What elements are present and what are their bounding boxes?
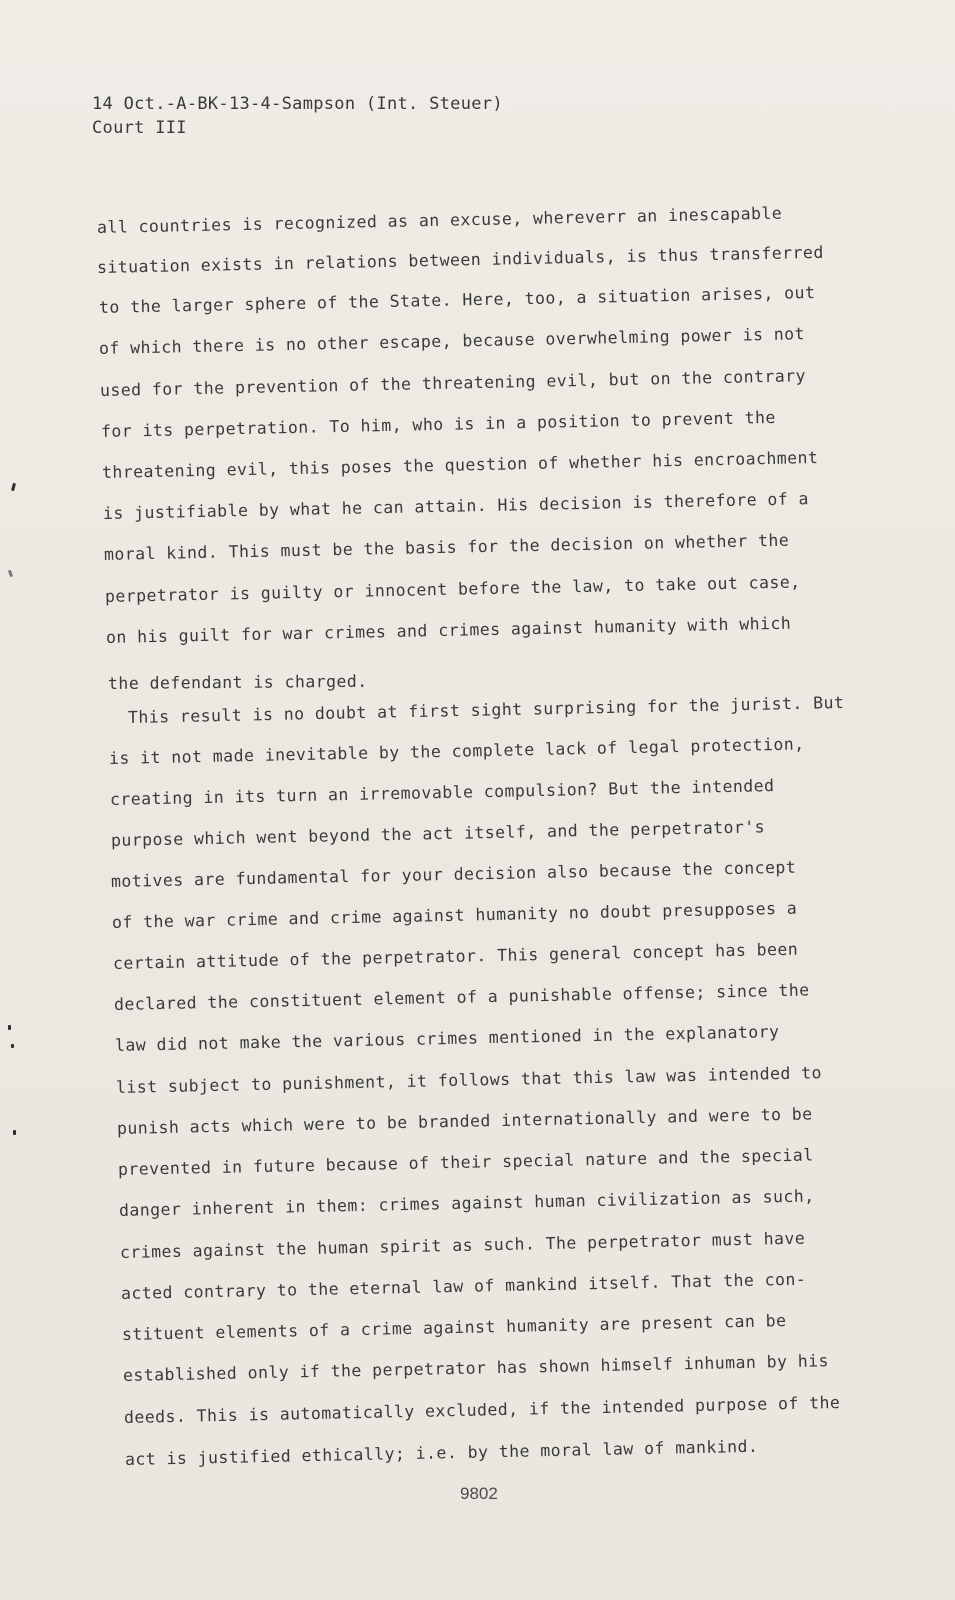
- margin-tick-mark: [11, 1044, 14, 1048]
- header-court-line: Court III: [92, 118, 187, 138]
- body-line: act is justified ethically; i.e. by the moral law of mankind.: [124, 1436, 759, 1469]
- body-line: stituent elements of a crime against humanity are present can be: [121, 1311, 787, 1344]
- body-line: of the war crime and crime against humanity no doubt presupposes a: [111, 898, 798, 932]
- body-line: perpetrator is guilty or innocent before the law, to take out case,: [104, 572, 801, 606]
- page-number: 9802: [460, 1484, 498, 1503]
- body-line: punish acts which were to be branded internationally and were to be: [116, 1104, 813, 1138]
- body-line: certain attitude of the perpetrator. This general concept has been: [112, 939, 799, 973]
- body-line: motives are fundamental for your decision also because the concept: [110, 857, 797, 891]
- body-line: moral kind. This must be the basis for the decision on whether the: [103, 530, 790, 564]
- body-line: situation exists in relations between individuals, is thus transferred: [96, 242, 824, 277]
- body-line: established only if the perpetrator has shown himself inhuman by his: [122, 1351, 830, 1385]
- body-line: creating in its turn an irremovable compulsion? But the intended: [109, 776, 775, 809]
- body-line: This result is no doubt at first sight surprising for the jurist. But: [127, 692, 845, 727]
- body-line: used for the prevention of the threatening evil, but on the contrary: [99, 366, 807, 400]
- header-reference-line: 14 Oct.-A-BK-13-4-Sampson (Int. Steuer): [92, 94, 503, 114]
- body-line: on his guilt for war crimes and crimes against humanity with which: [105, 613, 792, 647]
- body-line: threatening evil, this poses the question of whether his encroachment: [101, 447, 819, 482]
- body-line: purpose which went beyond the act itself, and the perpetrator's: [110, 817, 766, 850]
- body-line: the defendant is charged.: [107, 671, 368, 693]
- body-line: to the larger sphere of the State. Here, too, a situation arises, out: [98, 282, 816, 317]
- body-line: for its perpetration. To him, who is in a position to prevent the: [100, 407, 777, 441]
- body-line: law did not make the various crimes mentioned in the explanatory: [114, 1022, 780, 1055]
- body-line: list subject to punishment, it follows that this law was intended to: [115, 1063, 823, 1097]
- body-line: prevented in future because of their special nature and the special: [117, 1145, 814, 1179]
- body-line: of which there is no other escape, because overwhelming power is not: [98, 324, 806, 358]
- body-line: crimes against the human spirit as such. The perpetrator must have: [119, 1228, 806, 1262]
- body-line: declared the constituent element of a punishable offense; since the: [113, 980, 810, 1014]
- body-line: is it not made inevitable by the complete lack of legal protection,: [108, 734, 805, 768]
- body-line: danger inherent in them: crimes against human civilization as such,: [118, 1186, 815, 1220]
- body-line: all countries is recognized as an excuse, whereverr an inescapable: [96, 203, 783, 237]
- margin-tick-mark: [13, 1130, 16, 1135]
- body-line: acted contrary to the eternal law of mankind itself. That the con-: [120, 1269, 807, 1303]
- body-line: is justifiable by what he can attain. His decision is therefore of a: [102, 489, 810, 523]
- body-line: deeds. This is automatically excluded, if the intended purpose of the: [123, 1392, 841, 1427]
- margin-tick-mark: [8, 1025, 11, 1030]
